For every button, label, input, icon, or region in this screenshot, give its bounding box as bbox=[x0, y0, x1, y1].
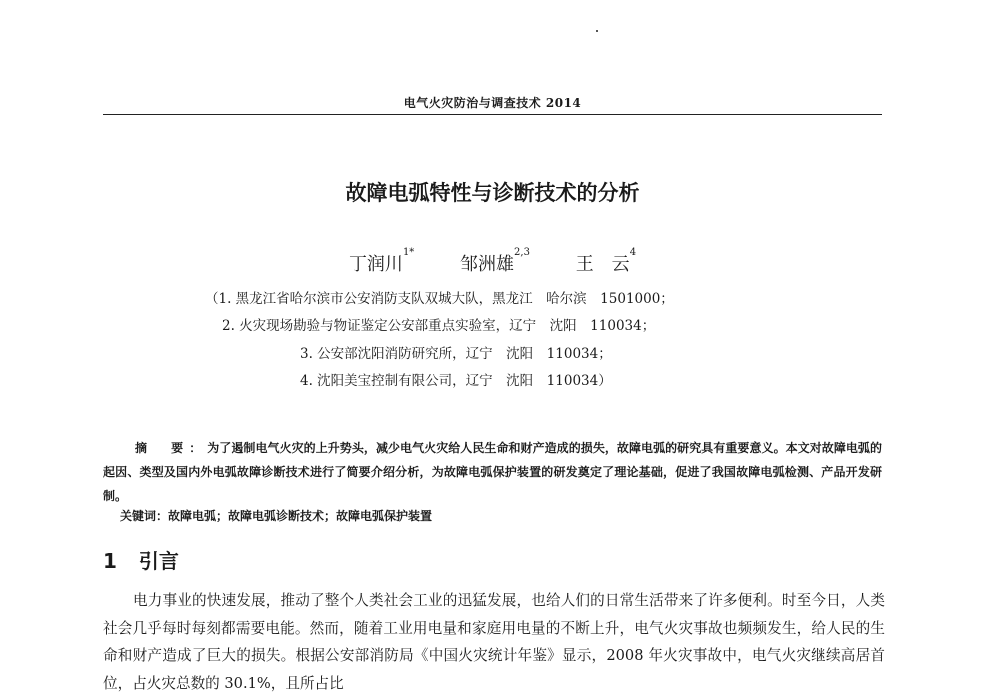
author: 王 云$^4$ bbox=[575, 247, 637, 275]
section-title: 引言 bbox=[138, 549, 179, 573]
abstract-label: 摘 要： bbox=[135, 441, 208, 455]
paper-title: 故障电弧特性与诊断技术的分析 bbox=[345, 181, 640, 205]
keywords-text: 故障电弧；故障电弧诊断技术；故障电弧保护装置 bbox=[168, 509, 433, 523]
author-list bbox=[103, 247, 882, 276]
section-number: 1 bbox=[103, 549, 117, 573]
body-paragraph: 电力事业的快速发展，推动了整个人类社会工业的迅猛发展，也给人们的日常生活带来了许多便利。时至今日，人类社会几乎每时每刻都需要电能。然而，随着工业用电量和家庭用电量的不断上升，电气火灾事故也频频发生，给人民的生命和财产造成了巨大的损失。根据公安部消防局《中国火灾统计年鉴》显示，2008 年火灾事故中，电气火灾继续高居首位，占火灾总数的 30.1%，且所占比 bbox=[103, 592, 885, 692]
header-rule bbox=[103, 114, 882, 115]
scan-speck bbox=[596, 30, 598, 32]
author: 丁润川$^{1*}$ bbox=[348, 247, 415, 275]
author: 邹洲雄$^{2,3}$ bbox=[460, 247, 530, 275]
affiliation-4: 4. 沈阳美宝控制有限公司，辽宁 沈阳 110034） bbox=[300, 373, 612, 389]
affiliation-3: 3. 公安部沈阳消防研究所，辽宁 沈阳 110034； bbox=[300, 346, 612, 362]
abstract-text: 为了遏制电气火灾的上升势头，减少电气火灾给人民生命和财产造成的损失，故障电弧的研究具有重要意义。本文对故障电弧的起因、类型及国内外电弧故障诊断技术进行了简要介绍分析，为故障电弧保护装置的研发奠定了理论基础，促进了我国故障电弧检测、产品开发研制。 bbox=[103, 441, 882, 503]
section-heading bbox=[103, 545, 179, 574]
running-header: 电气火灾防治与调查技术 2014 bbox=[403, 96, 582, 110]
affiliation-1: （1. 黑龙江省哈尔滨市公安消防支队双城大队，黑龙江 哈尔滨 1501000； bbox=[205, 291, 674, 307]
affiliation-2: 2. 火灾现场勘验与物证鉴定公安部重点实验室，辽宁 沈阳 110034； bbox=[222, 318, 656, 334]
abstract bbox=[103, 436, 882, 508]
keywords bbox=[120, 507, 880, 524]
keywords-label: 关键词： bbox=[120, 509, 169, 523]
